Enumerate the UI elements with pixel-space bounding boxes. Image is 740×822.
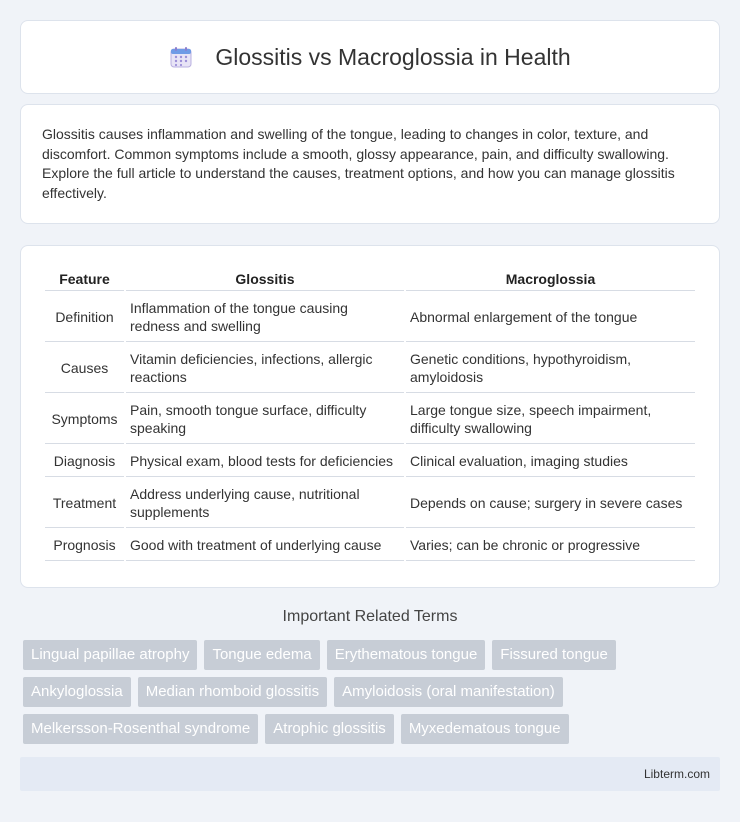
table-header-row — [45, 268, 695, 291]
tag-ankyloglossia[interactable]: Ankyloglossia — [23, 677, 131, 707]
row-macroglossia: Varies; can be chronic or progressive — [406, 530, 695, 561]
calendar-icon — [169, 45, 193, 69]
row-glossitis: Pain, smooth tongue surface, difficulty speaking — [126, 395, 404, 444]
comparison-card — [20, 245, 720, 588]
table-row — [45, 446, 695, 477]
title-wrap — [169, 44, 570, 71]
row-feature: Definition — [45, 293, 124, 342]
footer-brand[interactable]: Libterm.com — [643, 767, 710, 781]
tag-tongue-edema[interactable]: Tongue edema — [204, 640, 319, 670]
header-macroglossia: Macroglossia — [406, 268, 695, 291]
header-feature: Feature — [45, 268, 124, 291]
tag-atrophic-glossitis[interactable]: Atrophic glossitis — [265, 714, 394, 744]
row-glossitis: Physical exam, blood tests for deficiencies — [126, 446, 404, 477]
header-card — [20, 20, 720, 94]
tag-erythematous-tongue[interactable]: Erythematous tongue — [327, 640, 486, 670]
row-macroglossia: Abnormal enlargement of the tongue — [406, 293, 695, 342]
row-feature: Treatment — [45, 479, 124, 528]
row-feature: Symptoms — [45, 395, 124, 444]
footer — [20, 757, 720, 791]
tag-lingual-papillae-atrophy[interactable]: Lingual papillae atrophy — [23, 640, 197, 670]
tag-melkersson-rosenthal-syndrome[interactable]: Melkersson-Rosenthal syndrome — [23, 714, 258, 744]
table-row — [45, 293, 695, 342]
tag-fissured-tongue[interactable]: Fissured tongue — [492, 640, 616, 670]
row-glossitis: Good with treatment of underlying cause — [126, 530, 404, 561]
row-macroglossia: Depends on cause; surgery in severe cases — [406, 479, 695, 528]
comparison-table — [43, 266, 697, 563]
row-feature: Prognosis — [45, 530, 124, 561]
header-glossitis: Glossitis — [126, 268, 404, 291]
tag-myxedematous-tongue[interactable]: Myxedematous tongue — [401, 714, 569, 744]
intro-text: Glossitis causes inflammation and swelling of the tongue, leading to changes in color, texture, and discomfort. Common symptoms include a smooth, glossy appearance, pain, and difficulty swallowing. Explore the full article to understand the causes, treatment options, and how you can manage glossitis effectively. — [42, 126, 675, 201]
row-feature: Diagnosis — [45, 446, 124, 477]
table-row — [45, 344, 695, 393]
page-title: Glossitis vs Macroglossia in Health — [215, 43, 571, 70]
related-terms-list — [23, 640, 723, 744]
related-terms-title: Important Related Terms — [282, 608, 458, 625]
row-macroglossia: Genetic conditions, hypothyroidism, amyloidosis — [406, 344, 695, 393]
intro-card — [20, 104, 720, 224]
row-glossitis: Inflammation of the tongue causing redness and swelling — [126, 293, 404, 342]
row-glossitis: Address underlying cause, nutritional supplements — [126, 479, 404, 528]
row-glossitis: Vitamin deficiencies, infections, allergic reactions — [126, 344, 404, 393]
row-macroglossia: Clinical evaluation, imaging studies — [406, 446, 695, 477]
table-row — [45, 530, 695, 561]
tag-median-rhomboid-glossitis[interactable]: Median rhomboid glossitis — [138, 677, 327, 707]
row-macroglossia: Large tongue size, speech impairment, difficulty swallowing — [406, 395, 695, 444]
table-row — [45, 395, 695, 444]
table-row — [45, 479, 695, 528]
tag-amyloidosis[interactable]: Amyloidosis (oral manifestation) — [334, 677, 563, 707]
row-feature: Causes — [45, 344, 124, 393]
